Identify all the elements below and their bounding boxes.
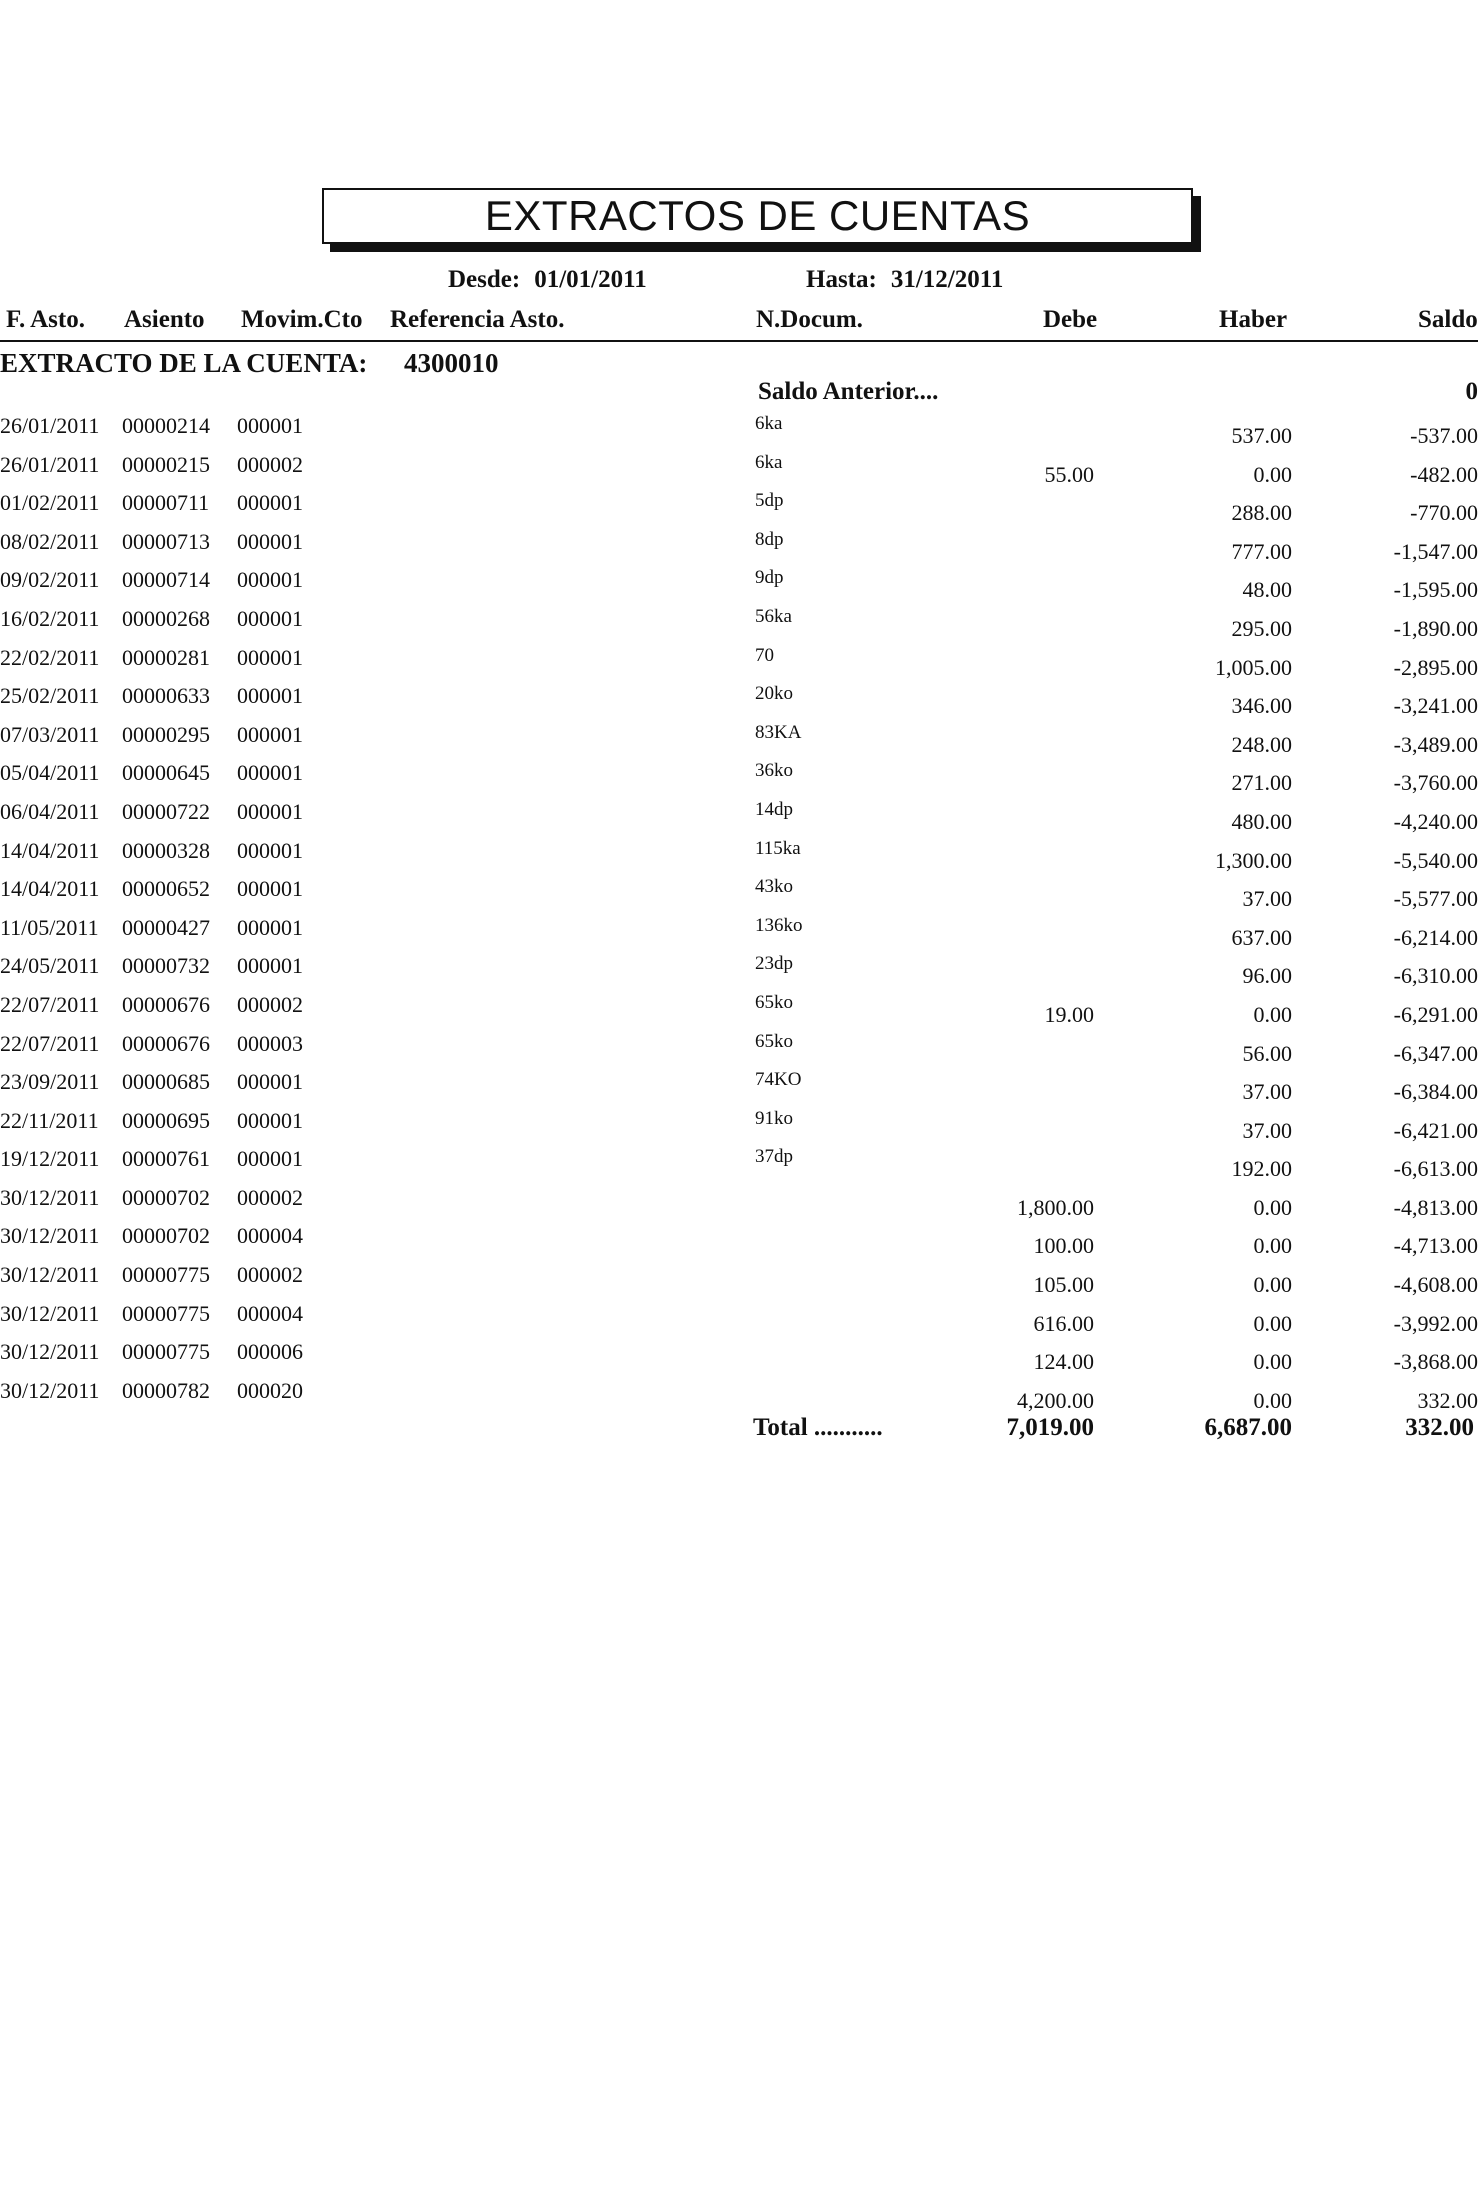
cell-movim: 000001 xyxy=(237,914,303,940)
table-row xyxy=(0,1181,1478,1220)
cell-fecha: 14/04/2011 xyxy=(0,837,100,863)
table-row xyxy=(0,486,1478,525)
date-from-label: Desde: xyxy=(448,266,521,293)
cell-asiento: 00000633 xyxy=(122,683,210,709)
cell-asiento: 00000268 xyxy=(122,605,210,631)
cell-ndocum: 56ka xyxy=(755,605,792,627)
cell-debe: 1,800.00 xyxy=(1017,1194,1094,1220)
cell-movim: 000020 xyxy=(237,1377,303,1403)
cell-haber: 295.00 xyxy=(1231,615,1292,641)
table-row xyxy=(0,1219,1478,1258)
table-row xyxy=(0,1374,1478,1413)
account-number: 4300010 xyxy=(404,348,499,378)
cell-saldo: -6,291.00 xyxy=(1393,1001,1478,1027)
table-row xyxy=(0,602,1478,641)
table-row xyxy=(0,1258,1478,1297)
cell-movim: 000004 xyxy=(237,1300,303,1326)
cell-movim: 000001 xyxy=(237,413,303,438)
transactions-table xyxy=(0,409,1478,1412)
cell-haber: 0.00 xyxy=(1253,461,1292,487)
cell-saldo: -3,992.00 xyxy=(1393,1310,1478,1336)
table-row xyxy=(0,409,1478,448)
cell-asiento: 00000676 xyxy=(122,1030,210,1056)
header-divider xyxy=(0,340,1478,342)
cell-debe: 19.00 xyxy=(1044,1001,1094,1027)
cell-ndocum: 74KO xyxy=(755,1069,802,1091)
cell-asiento: 00000652 xyxy=(122,876,210,902)
table-row xyxy=(0,525,1478,564)
cell-haber: 56.00 xyxy=(1242,1040,1292,1066)
cell-fecha: 26/01/2011 xyxy=(0,451,100,477)
column-header-saldo: Saldo xyxy=(1418,306,1478,333)
cell-haber: 346.00 xyxy=(1231,693,1292,719)
cell-fecha: 30/12/2011 xyxy=(0,1377,100,1403)
cell-asiento: 00000702 xyxy=(122,1223,210,1249)
cell-saldo: -6,214.00 xyxy=(1393,924,1478,950)
cell-movim: 000001 xyxy=(237,721,303,747)
cell-fecha: 22/02/2011 xyxy=(0,644,100,670)
cell-asiento: 00000722 xyxy=(122,798,210,824)
cell-haber: 0.00 xyxy=(1253,1387,1292,1413)
cell-ndocum: 136ko xyxy=(755,914,803,936)
cell-asiento: 00000775 xyxy=(122,1339,210,1365)
cell-haber: 480.00 xyxy=(1231,808,1292,834)
cell-movim: 000003 xyxy=(237,1030,303,1056)
table-row xyxy=(0,448,1478,487)
cell-saldo: -770.00 xyxy=(1410,500,1478,526)
cell-saldo: -3,760.00 xyxy=(1393,770,1478,796)
cell-debe: 55.00 xyxy=(1044,461,1094,487)
cell-fecha: 30/12/2011 xyxy=(0,1300,100,1326)
cell-fecha: 14/04/2011 xyxy=(0,876,100,902)
total-label: Total ........... xyxy=(753,1414,883,1441)
cell-haber: 37.00 xyxy=(1242,886,1292,912)
cell-saldo: -4,240.00 xyxy=(1393,808,1478,834)
cell-saldo: -1,595.00 xyxy=(1393,577,1478,603)
cell-haber: 192.00 xyxy=(1231,1156,1292,1182)
cell-haber: 248.00 xyxy=(1231,731,1292,757)
cell-ndocum: 14dp xyxy=(755,798,793,820)
cell-fecha: 08/02/2011 xyxy=(0,528,100,554)
cell-ndocum: 37dp xyxy=(755,1146,793,1168)
cell-movim: 000001 xyxy=(237,953,303,979)
cell-haber: 37.00 xyxy=(1242,1117,1292,1143)
cell-movim: 000001 xyxy=(237,490,303,516)
cell-movim: 000001 xyxy=(237,1069,303,1095)
cell-ndocum: 43ko xyxy=(755,876,793,898)
cell-asiento: 00000685 xyxy=(122,1069,210,1095)
cell-haber: 637.00 xyxy=(1231,924,1292,950)
cell-fecha: 30/12/2011 xyxy=(0,1223,100,1249)
cell-saldo: -537.00 xyxy=(1410,423,1478,448)
cell-haber: 0.00 xyxy=(1253,1194,1292,1220)
table-row xyxy=(0,1297,1478,1336)
cell-movim: 000002 xyxy=(237,1184,303,1210)
cell-haber: 0.00 xyxy=(1253,1349,1292,1375)
cell-saldo: -1,890.00 xyxy=(1393,615,1478,641)
cell-ndocum: 65ko xyxy=(755,1030,793,1052)
cell-movim: 000001 xyxy=(237,683,303,709)
cell-haber: 37.00 xyxy=(1242,1079,1292,1105)
column-header-haber: Haber xyxy=(1219,306,1288,333)
cell-asiento: 00000695 xyxy=(122,1107,210,1133)
cell-ndocum: 5dp xyxy=(755,490,784,512)
cell-ndocum: 6ka xyxy=(755,451,783,473)
cell-fecha: 30/12/2011 xyxy=(0,1339,100,1365)
cell-asiento: 00000702 xyxy=(122,1184,210,1210)
cell-fecha: 06/04/2011 xyxy=(0,798,100,824)
date-to-value: 31/12/2011 xyxy=(890,266,1004,293)
cell-movim: 000001 xyxy=(237,1146,303,1172)
cell-ndocum: 8dp xyxy=(755,528,784,550)
cell-fecha: 24/05/2011 xyxy=(0,953,100,979)
cell-movim: 000001 xyxy=(237,876,303,902)
table-row xyxy=(0,795,1478,834)
cell-ndocum: 65ko xyxy=(755,991,793,1013)
table-row xyxy=(0,872,1478,911)
cell-ndocum: 6ka xyxy=(755,413,783,434)
total-haber: 6,687.00 xyxy=(1204,1414,1292,1441)
table-row xyxy=(0,641,1478,680)
cell-movim: 000002 xyxy=(237,451,303,477)
cell-saldo: -6,310.00 xyxy=(1393,963,1478,989)
cell-saldo: -5,577.00 xyxy=(1393,886,1478,912)
table-row xyxy=(0,756,1478,795)
cell-saldo: -482.00 xyxy=(1410,461,1478,487)
cell-fecha: 22/07/2011 xyxy=(0,991,100,1017)
date-from-value: 01/01/2011 xyxy=(534,266,647,293)
cell-saldo: -4,713.00 xyxy=(1393,1233,1478,1259)
cell-saldo: -6,613.00 xyxy=(1393,1156,1478,1182)
table-row xyxy=(0,1335,1478,1374)
cell-asiento: 00000711 xyxy=(122,490,210,516)
cell-fecha: 07/03/2011 xyxy=(0,721,100,747)
cell-haber: 1,300.00 xyxy=(1215,847,1292,873)
cell-fecha: 11/05/2011 xyxy=(0,914,99,940)
cell-asiento: 00000732 xyxy=(122,953,210,979)
table-row xyxy=(0,834,1478,873)
cell-asiento: 00000714 xyxy=(122,567,210,593)
cell-asiento: 00000775 xyxy=(122,1262,210,1288)
cell-movim: 000002 xyxy=(237,1262,303,1288)
column-header-movim: Movim.Cto xyxy=(241,306,363,333)
cell-fecha: 09/02/2011 xyxy=(0,567,100,593)
cell-haber: 288.00 xyxy=(1231,500,1292,526)
cell-debe: 100.00 xyxy=(1033,1233,1094,1259)
table-row xyxy=(0,679,1478,718)
cell-saldo: -2,895.00 xyxy=(1393,654,1478,680)
total-debe: 7,019.00 xyxy=(1006,1414,1094,1441)
cell-haber: 1,005.00 xyxy=(1215,654,1292,680)
table-row xyxy=(0,1027,1478,1066)
cell-asiento: 00000295 xyxy=(122,721,210,747)
table-row xyxy=(0,949,1478,988)
cell-asiento: 00000761 xyxy=(122,1146,210,1172)
cell-ndocum: 115ka xyxy=(755,837,801,859)
account-label: EXTRACTO DE LA CUENTA: xyxy=(0,348,368,378)
table-row xyxy=(0,718,1478,757)
cell-ndocum: 23dp xyxy=(755,953,793,975)
cell-debe: 616.00 xyxy=(1033,1310,1094,1336)
cell-asiento: 00000281 xyxy=(122,644,210,670)
date-to-label: Hasta: xyxy=(806,266,877,293)
cell-movim: 000001 xyxy=(237,528,303,554)
table-row xyxy=(0,1142,1478,1181)
total-saldo: 332.00 xyxy=(1405,1414,1474,1441)
cell-ndocum: 20ko xyxy=(755,683,793,705)
cell-movim: 000002 xyxy=(237,991,303,1017)
cell-saldo: -4,813.00 xyxy=(1393,1194,1478,1220)
cell-asiento: 00000713 xyxy=(122,528,210,554)
cell-asiento: 00000215 xyxy=(122,451,210,477)
cell-saldo: -3,489.00 xyxy=(1393,731,1478,757)
cell-fecha: 30/12/2011 xyxy=(0,1184,100,1210)
column-header-debe: Debe xyxy=(1043,306,1098,333)
cell-ndocum: 70 xyxy=(755,644,774,666)
cell-ndocum: 36ko xyxy=(755,760,793,782)
cell-saldo: -4,608.00 xyxy=(1393,1272,1478,1298)
cell-fecha: 22/11/2011 xyxy=(0,1107,99,1133)
previous-balance-value: 0 xyxy=(1465,378,1478,405)
cell-haber: 0.00 xyxy=(1253,1272,1292,1298)
table-row xyxy=(0,1104,1478,1143)
cell-fecha: 01/02/2011 xyxy=(0,490,100,516)
date-from xyxy=(448,266,647,294)
cell-saldo: -6,384.00 xyxy=(1393,1079,1478,1105)
table-row xyxy=(0,911,1478,950)
cell-fecha: 22/07/2011 xyxy=(0,1030,100,1056)
cell-asiento: 00000645 xyxy=(122,760,210,786)
cell-haber: 0.00 xyxy=(1253,1001,1292,1027)
cell-saldo: 332.00 xyxy=(1417,1387,1478,1413)
report-title: EXTRACTOS DE CUENTAS xyxy=(484,192,1031,239)
cell-ndocum: 9dp xyxy=(755,567,784,589)
cell-movim: 000001 xyxy=(237,1107,303,1133)
report-title-box xyxy=(322,188,1193,244)
cell-movim: 000006 xyxy=(237,1339,303,1365)
cell-saldo: -5,540.00 xyxy=(1393,847,1478,873)
cell-haber: 271.00 xyxy=(1231,770,1292,796)
table-row xyxy=(0,988,1478,1027)
cell-asiento: 00000775 xyxy=(122,1300,210,1326)
cell-asiento: 00000676 xyxy=(122,991,210,1017)
cell-haber: 48.00 xyxy=(1242,577,1292,603)
cell-ndocum: 83KA xyxy=(755,721,802,743)
cell-debe: 124.00 xyxy=(1033,1349,1094,1375)
cell-fecha: 30/12/2011 xyxy=(0,1262,100,1288)
cell-movim: 000001 xyxy=(237,837,303,863)
cell-asiento: 00000427 xyxy=(122,914,210,940)
table-row xyxy=(0,1065,1478,1104)
cell-fecha: 19/12/2011 xyxy=(0,1146,100,1172)
cell-fecha: 23/09/2011 xyxy=(0,1069,100,1095)
cell-fecha: 16/02/2011 xyxy=(0,605,100,631)
cell-ndocum: 91ko xyxy=(755,1107,793,1129)
cell-haber: 96.00 xyxy=(1242,963,1292,989)
cell-fecha: 05/04/2011 xyxy=(0,760,100,786)
cell-movim: 000001 xyxy=(237,798,303,824)
previous-balance-label: Saldo Anterior.... xyxy=(758,378,939,405)
cell-saldo: -3,868.00 xyxy=(1393,1349,1478,1375)
cell-asiento: 00000782 xyxy=(122,1377,210,1403)
cell-movim: 000001 xyxy=(237,567,303,593)
cell-debe: 105.00 xyxy=(1033,1272,1094,1298)
column-header-fecha: F. Asto. xyxy=(6,306,85,333)
cell-asiento: 00000328 xyxy=(122,837,210,863)
cell-debe: 4,200.00 xyxy=(1017,1387,1094,1413)
date-to xyxy=(806,266,1003,294)
cell-saldo: -3,241.00 xyxy=(1393,693,1478,719)
cell-saldo: -1,547.00 xyxy=(1393,538,1478,564)
column-header-asiento: Asiento xyxy=(124,306,205,333)
cell-movim: 000001 xyxy=(237,760,303,786)
cell-haber: 777.00 xyxy=(1231,538,1292,564)
cell-movim: 000001 xyxy=(237,605,303,631)
cell-haber: 537.00 xyxy=(1231,423,1292,448)
cell-movim: 000004 xyxy=(237,1223,303,1249)
cell-haber: 0.00 xyxy=(1253,1233,1292,1259)
cell-saldo: -6,421.00 xyxy=(1393,1117,1478,1143)
cell-asiento: 00000214 xyxy=(122,413,210,438)
cell-fecha: 25/02/2011 xyxy=(0,683,100,709)
cell-haber: 0.00 xyxy=(1253,1310,1292,1336)
cell-saldo: -6,347.00 xyxy=(1393,1040,1478,1066)
table-row xyxy=(0,563,1478,602)
column-header-referencia: Referencia Asto. xyxy=(390,306,565,333)
cell-movim: 000001 xyxy=(237,644,303,670)
column-header-ndocum: N.Docum. xyxy=(756,306,863,333)
cell-fecha: 26/01/2011 xyxy=(0,413,100,438)
